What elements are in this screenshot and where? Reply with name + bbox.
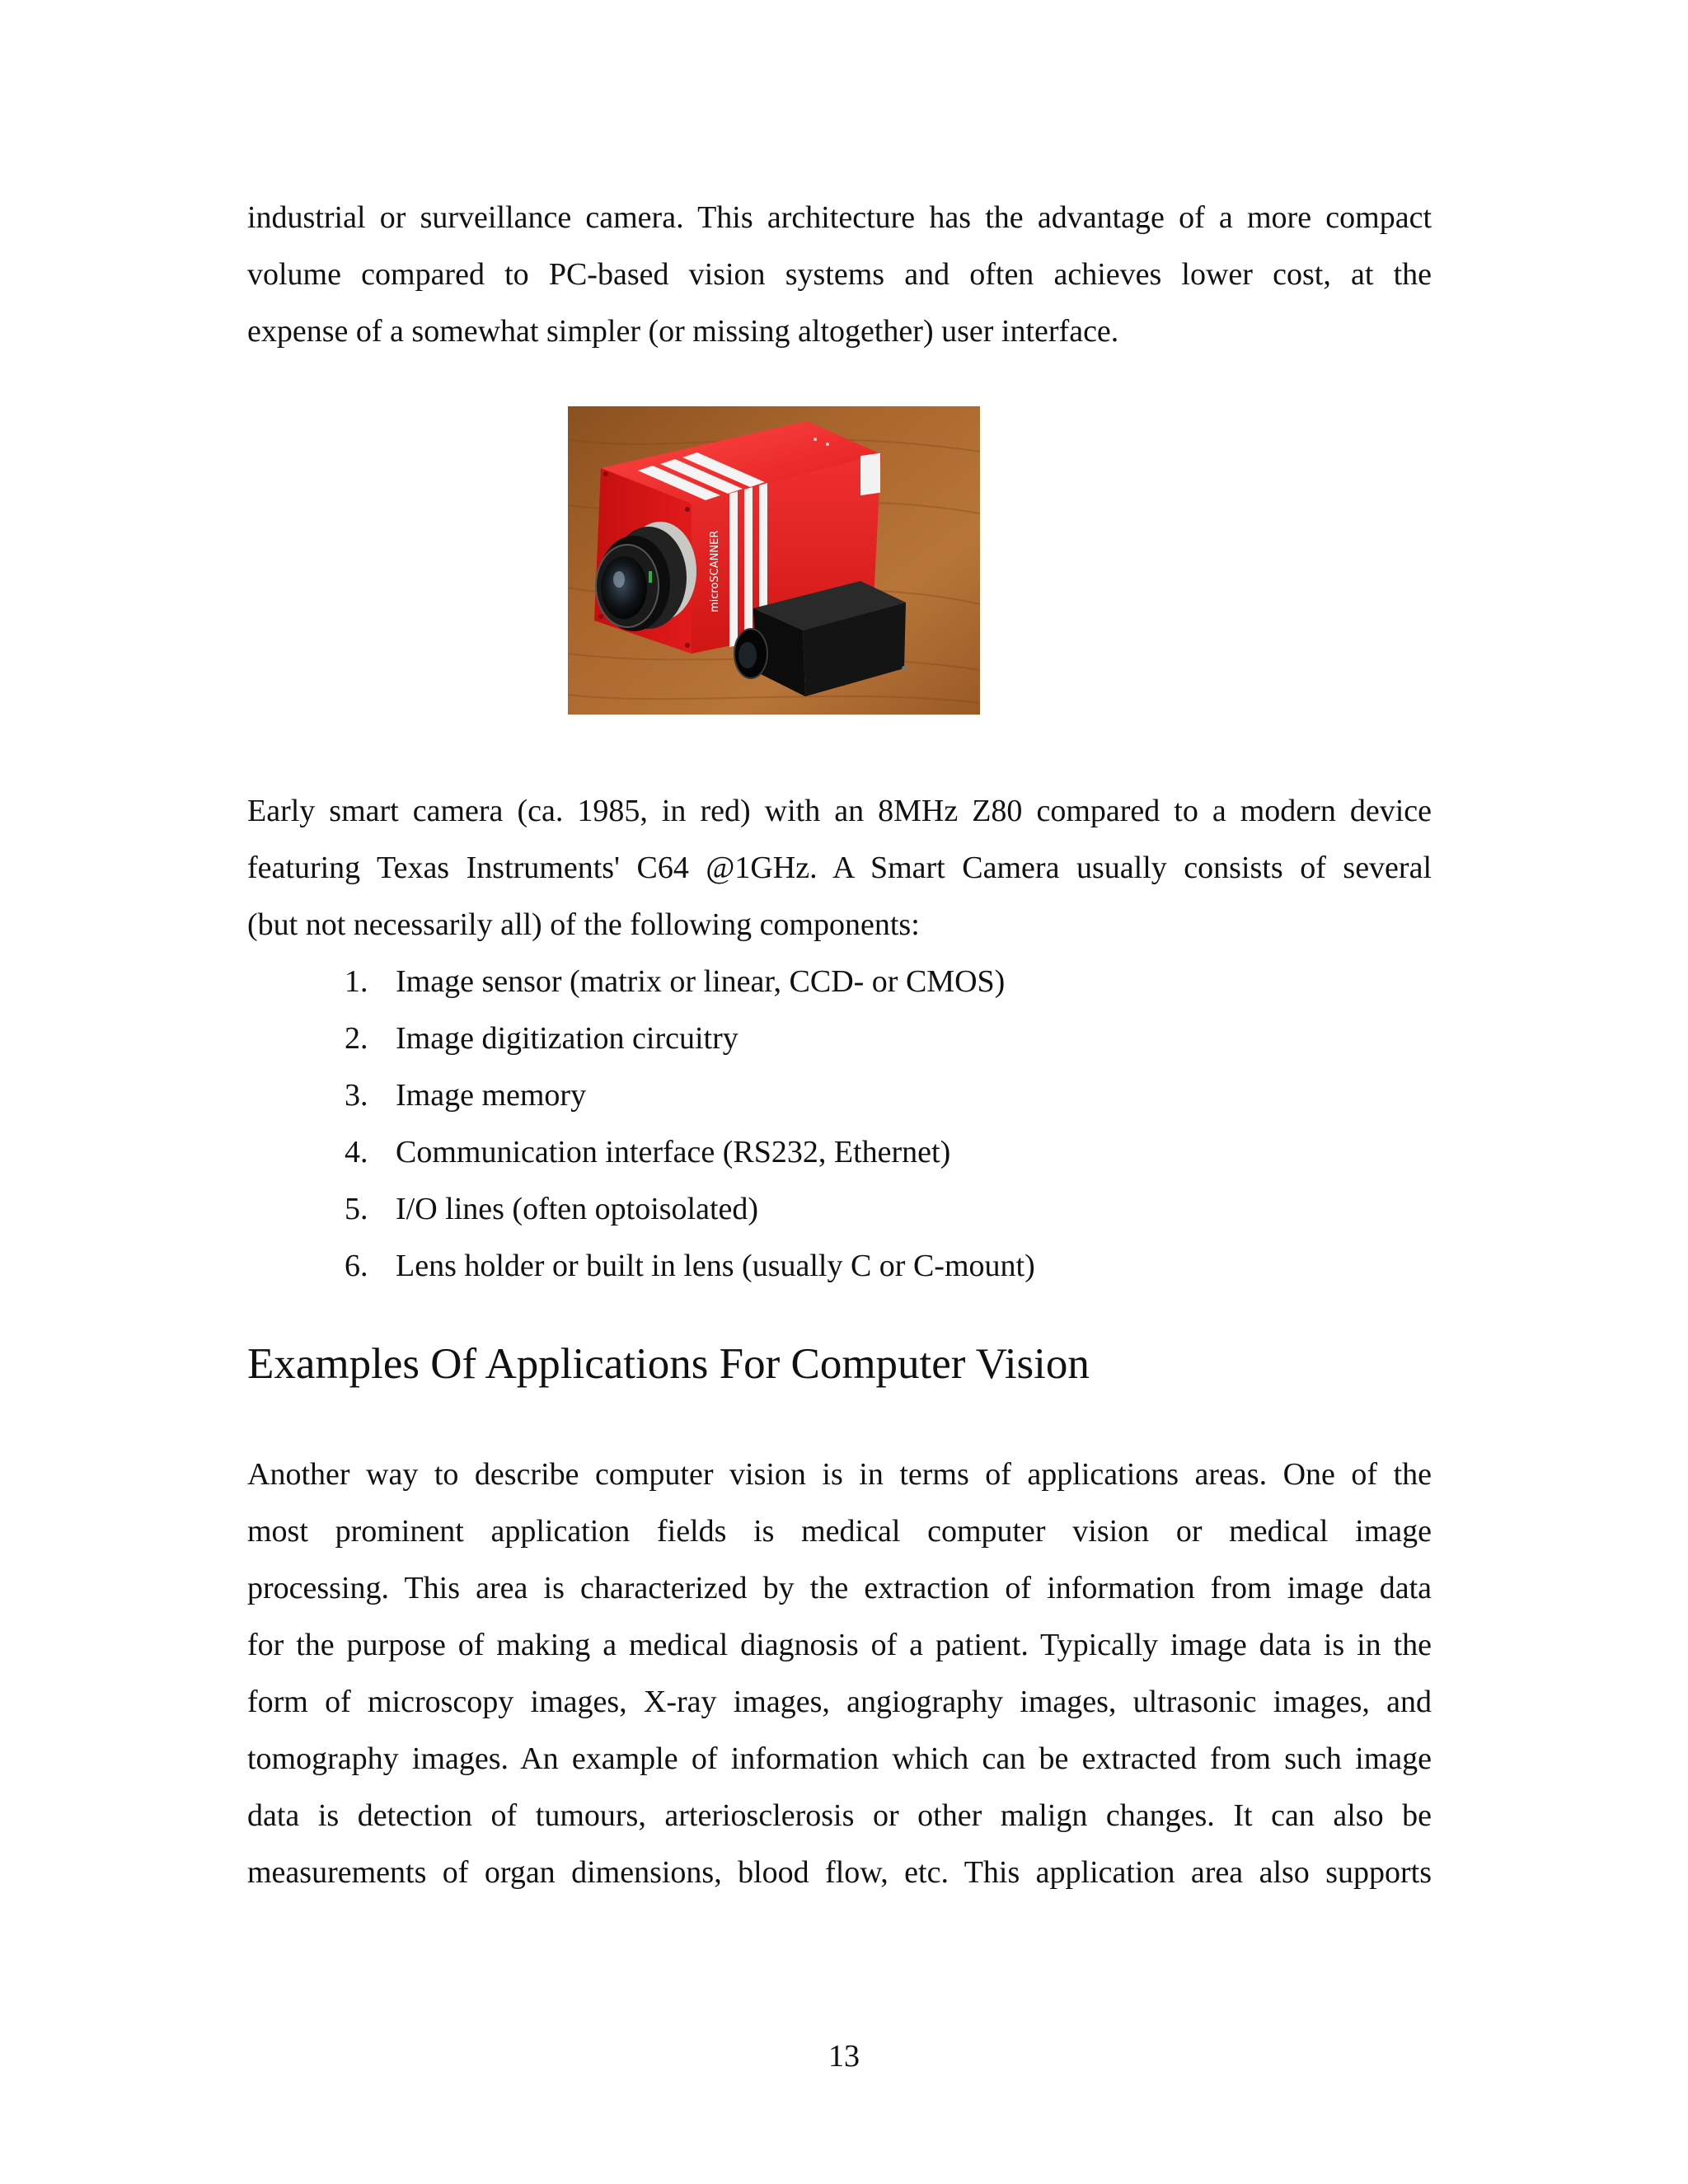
components-list	[247, 954, 1432, 1295]
list-item	[247, 954, 1432, 1010]
paragraph-line: (but not necessarily all) of the following components:	[247, 907, 920, 942]
paragraph-line: tomography images. An example of information which can be extracted from such image	[247, 1741, 1432, 1776]
list-number: 4.	[345, 1135, 368, 1169]
paragraph-applications	[247, 1446, 1432, 1901]
list-item	[247, 1181, 1432, 1238]
list-number: 5.	[345, 1192, 368, 1226]
paragraph-line: Early smart camera (ca. 1985, in red) with an 8MHz Z80 compared to a modern device	[247, 794, 1432, 828]
paragraph-line: data is detection of tumours, arteriosclerosis or other malign changes. It can also be	[247, 1798, 1432, 1833]
list-item	[247, 1010, 1432, 1067]
list-number: 2.	[345, 1021, 368, 1056]
paragraph-line: Another way to describe computer vision is in terms of applications areas. One of the	[247, 1457, 1432, 1492]
list-item-text: I/O lines (often optoisolated)	[396, 1192, 759, 1226]
paragraph-line: form of microscopy images, X-ray images, angiography images, ultrasonic images, and	[247, 1685, 1432, 1719]
list-item-text: Communication interface (RS232, Ethernet)	[396, 1135, 951, 1169]
paragraph-line: expense of a somewhat simpler (or missing altogether) user interface.	[247, 314, 1119, 349]
list-number: 6.	[345, 1249, 368, 1283]
paragraph-line: volume compared to PC-based vision systems and often achieves lower cost, at the	[247, 257, 1432, 292]
paragraph-smart-camera-architecture	[247, 190, 1432, 360]
list-number: 1.	[345, 964, 368, 999]
smart-camera-photo	[568, 406, 980, 715]
camera-brand-label: microSCANNER	[709, 530, 721, 612]
paragraph-line: featuring Texas Instruments' C64 @1GHz. A Smart Camera usually consists of several	[247, 851, 1432, 885]
paragraph-smart-camera-caption	[247, 783, 1432, 954]
paragraph-line: processing. This area is characterized by the extraction of information from image data	[247, 1571, 1432, 1605]
paragraph-line: most prominent application fields is medical computer vision or medical image	[247, 1514, 1432, 1549]
list-item-text: Lens holder or built in lens (usually C or C-mount)	[396, 1249, 1035, 1283]
list-item	[247, 1124, 1432, 1181]
paragraph-line: for the purpose of making a medical diagnosis of a patient. Typically image data is in the	[247, 1628, 1432, 1662]
list-item-text: Image digitization circuitry	[396, 1021, 738, 1056]
section-heading: Examples Of Applications For Computer Vision	[247, 1340, 1090, 1388]
list-item	[247, 1067, 1432, 1124]
list-number: 3.	[345, 1078, 368, 1113]
paragraph-line: industrial or surveillance camera. This architecture has the advantage of a more compact	[247, 200, 1432, 235]
list-item-text: Image memory	[396, 1078, 587, 1113]
paragraph-line: measurements of organ dimensions, blood flow, etc. This application area also supports	[247, 1855, 1432, 1890]
list-item-text: Image sensor (matrix or linear, CCD- or CMOS)	[396, 964, 1006, 999]
page-number: 13	[828, 2039, 860, 2074]
list-item	[247, 1238, 1432, 1295]
